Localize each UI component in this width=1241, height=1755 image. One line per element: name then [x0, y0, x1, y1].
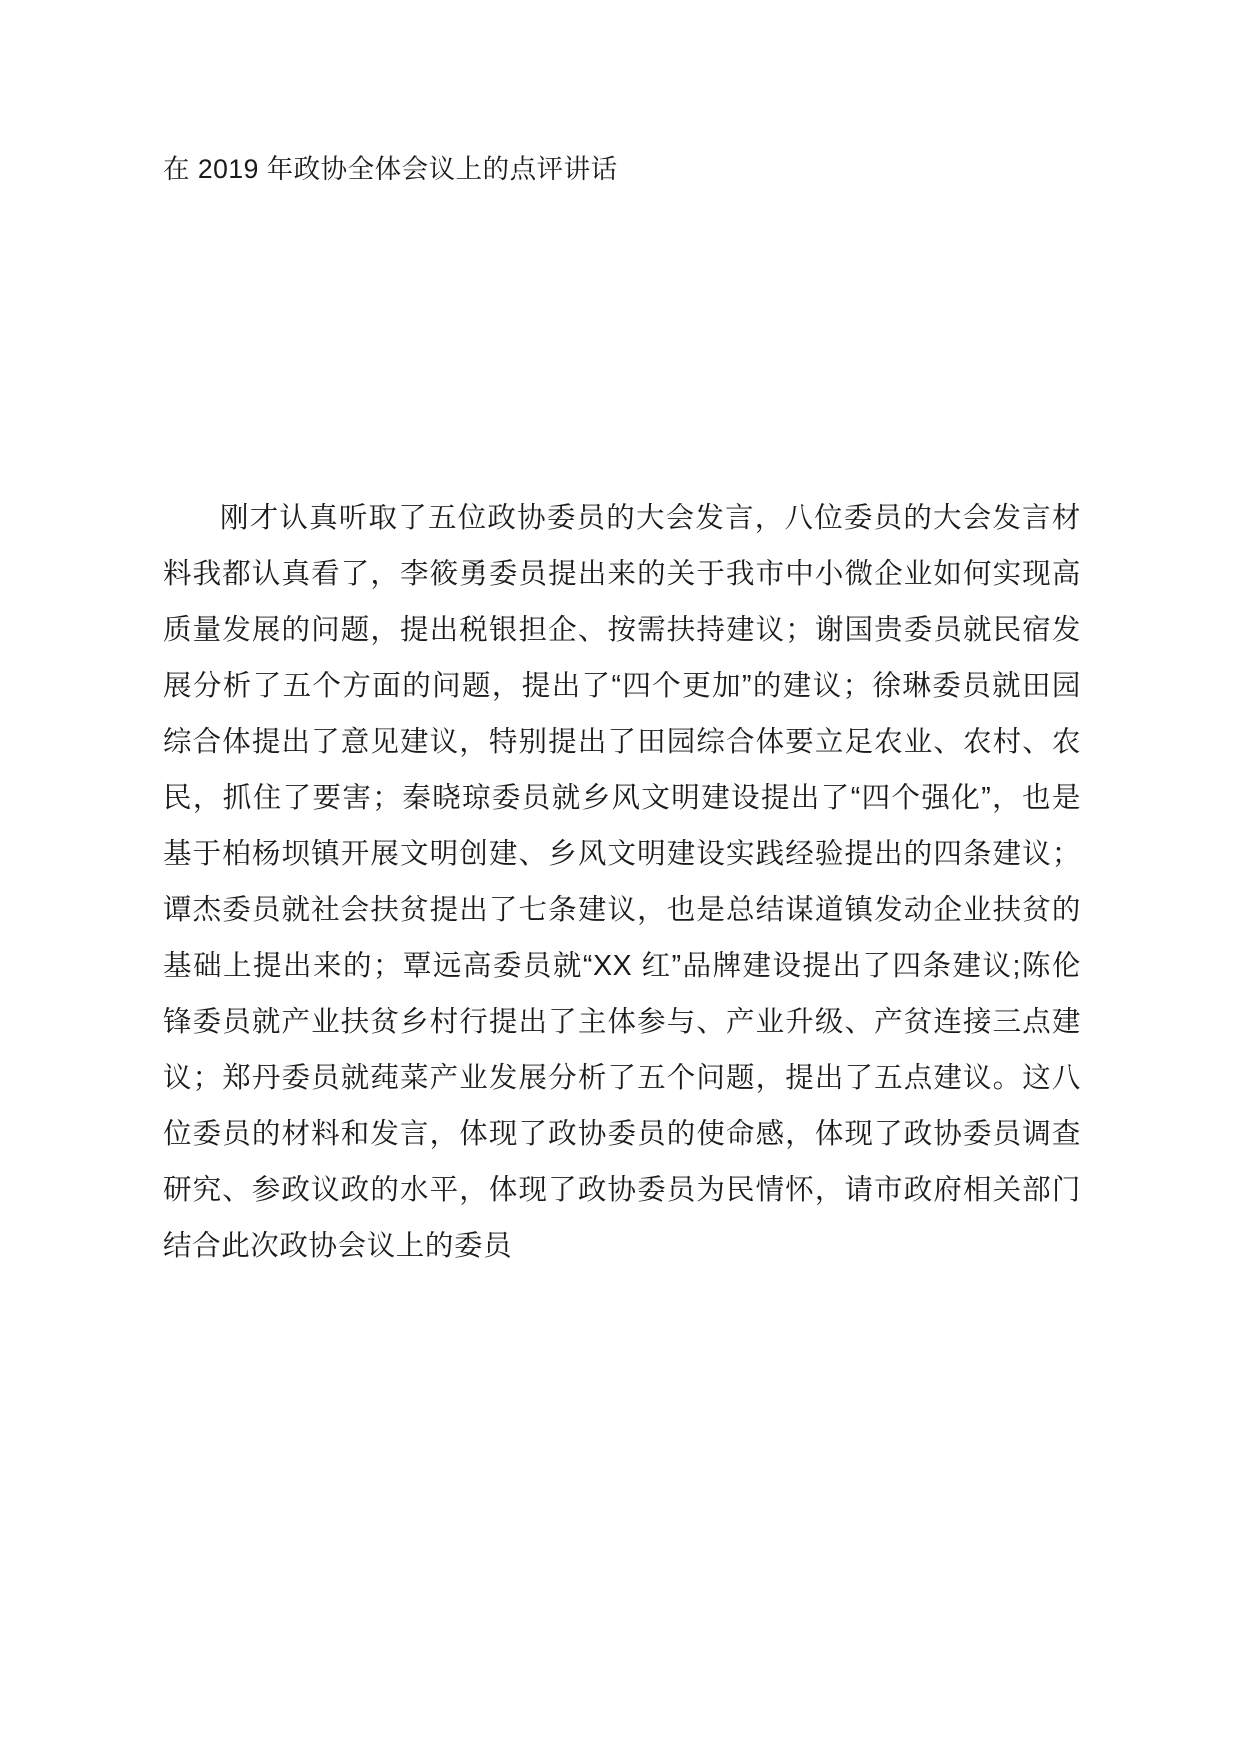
body-paragraph: 刚才认真听取了五位政协委员的大会发言，八位委员的大会发言材料我都认真看了，李筱勇委员提出来的关于我市中小微企业如何实现高质量发展的问题，提出税银担企、按需扶持建议；谢国贵委员就民宿发展分析了五个方面的问题，提出了“四个更加”的建议；徐琳委员就田园综合体提出了意见建议，特别提出了田园综合体要立足农业、农村、农民，抓住了要害；秦晓琼委员就乡风文明建设提出了“四个强化”，也是基于柏杨坝镇开展文明创建、乡风文明建设实践经验提出的四条建议；谭杰委员就社会扶贫提出了七条建议，也是总结谋道镇发动企业扶贫的基础上提出来的；覃远高委员就“XX 红”品牌建设提出了四条建议;陈伦锋委员就产业扶贫乡村行提出了主体参与、产业升级、产贫连接三点建议；郑丹委员就莼菜产业发展分析了五个问题，提出了五点建议。这八位委员的材料和发言，体现了政协委员的使命感，体现了政协委员调查研究、参政议政的水平，体现了政协委员为民情怀，请市政府相关部门结合此次政协会议上的委员: [163, 501, 1081, 1262]
title-body-spacer: [163, 190, 1081, 490]
page-title: 在 2019 年政协全体会议上的点评讲话: [163, 154, 618, 184]
